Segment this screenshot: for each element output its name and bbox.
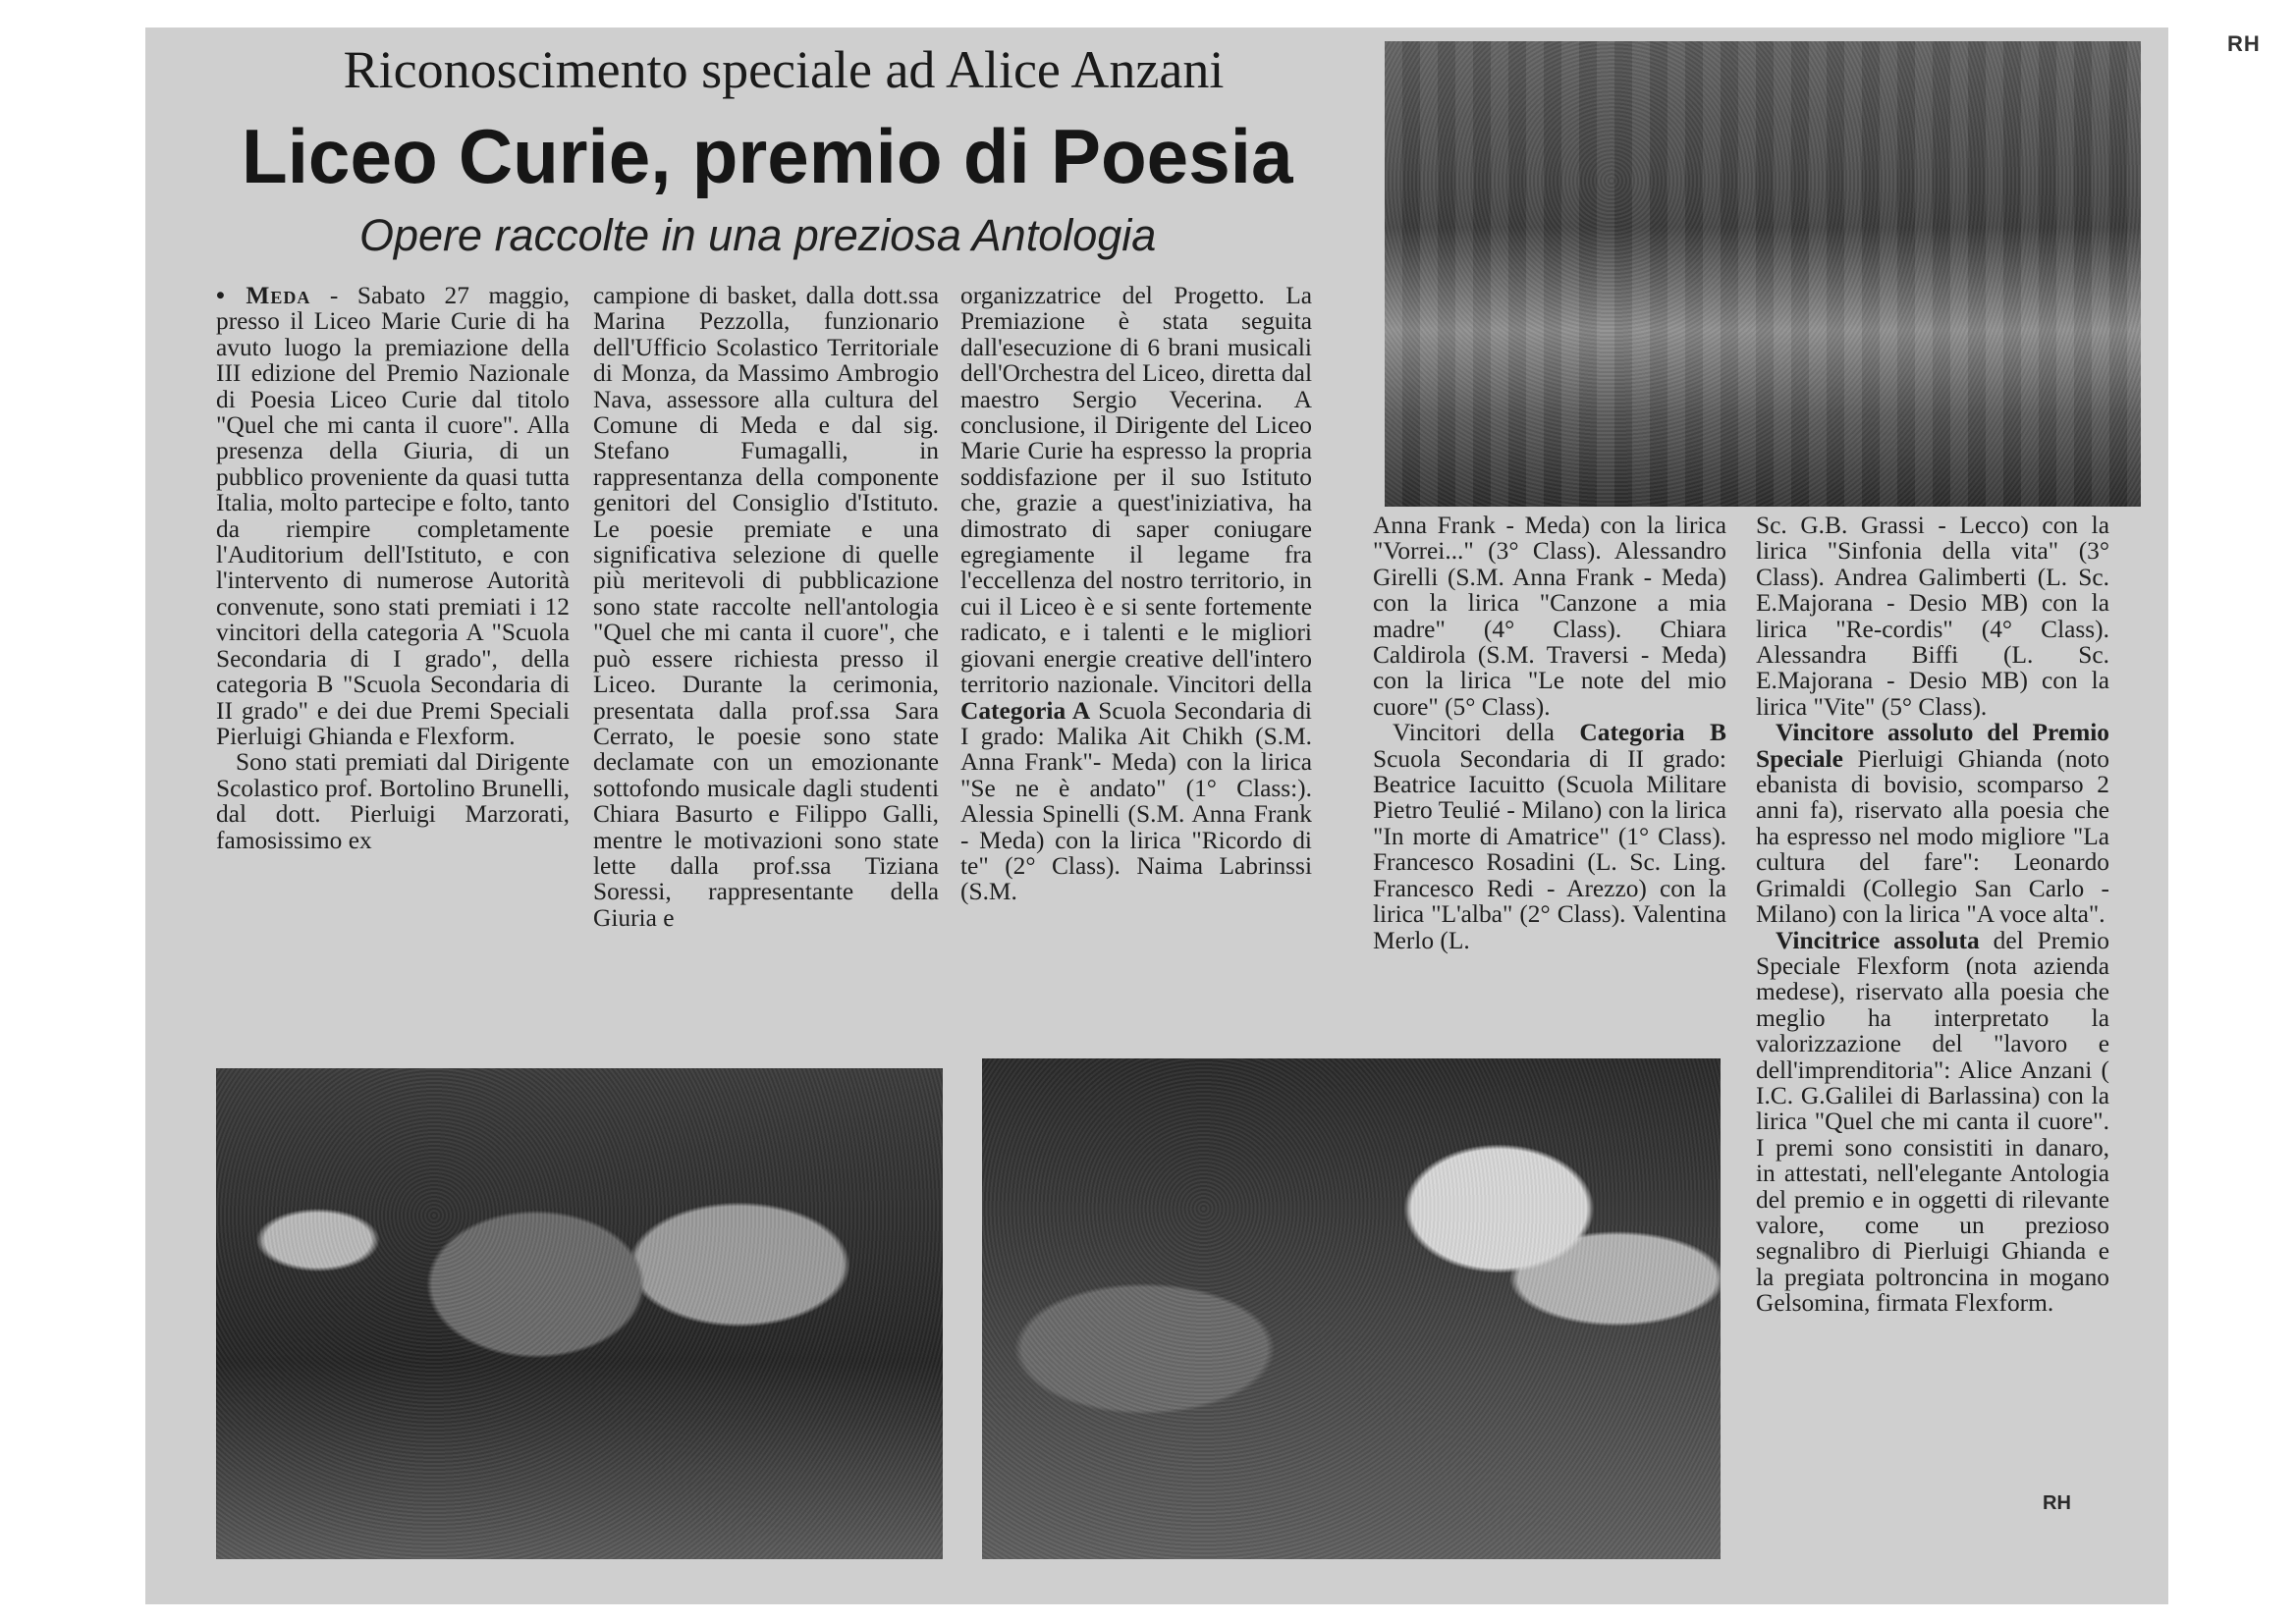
- ceremony-photo-right: [982, 1058, 1721, 1559]
- footer-tag: RH: [2043, 1492, 2071, 1514]
- special-prize-label: Vincitore assoluto del Premio Speciale: [1756, 719, 2109, 773]
- article-column-3: [960, 283, 1312, 1078]
- absolute-winner-label: Vincitrice assoluta: [1776, 926, 1980, 954]
- dateline: • Meda: [216, 282, 311, 309]
- column-1-paragraph-2: Sono stati premiati dal Dirigente Scolastico prof. Bortolino Brunelli, dal dott. Pierluigi Marzorati, famosissimo ex: [216, 748, 570, 854]
- article-column-2: [593, 283, 939, 1078]
- article-column-1: [216, 283, 570, 1078]
- column-3-paragraph: organizzatrice del Progetto. La Premiazione è stata seguita dall'esecuzione di 6 brani musicali dell'Orchestra del Liceo, diretta dal maestro Sergio Vecerina. A conclusione, il Dirigente del Liceo Marie Curie ha espresso la propria soddisfazione per il suo Istituto che, grazie a quest'iniziativa, ha dimostrato di saper coniugare egregiamente il legame fra l'eccellenza del nostro territorio, in cui il Liceo è e si sente fortemente radicato, e i talenti e le migliori giovani energie creative dell'intero territorio nazionale. Vincitori della Categoria A Scuola Secondaria di I grado: Malika Ait Chikh (S.M. Anna Frank"- Meda) con la lirica "Se ne è andato" (1° Class:). Alessia Spinelli (S.M. Anna Frank - Meda) con la lirica "Ricordo di te" (2° Class). Naima Labrinssi (S.M.: [960, 282, 1312, 906]
- column-5-paragraph-3: Vincitrice assoluta del Premio Speciale Flexform (nota azienda medese), riservato alla poesia che meglio ha interpretato la valorizzazione del "lavoro e dell'imprenditoria": Alice Anzani ( I.C. G.Galilei di Barlassina) con la lirica "Quel che mi canta il cuore". I premi sono consistiti in danaro, in attestati, nell'elegante Antologia del premio e in oggetti di rilevante valore, come un prezioso segnalibro di Pierluigi Ghianda e la pregiata poltroncina in mogano Gelsomina, firmata Flexform.: [1756, 926, 2109, 1318]
- column-5-paragraph-2: Vincitore assoluto del Premio Speciale Pierluigi Ghianda (noto ebanista di bovisio, scomparso 2 anni fa), riservato alla poesia che ha espresso nel modo migliore "La cultura del fare": Leonardo Grimaldi (Collegio San Carlo - Milano) con la lirica "A voce alta".: [1756, 719, 2109, 929]
- category-a-label: Categoria A: [960, 696, 1091, 725]
- column-4-paragraph-1: Anna Frank - Meda) con la lirica "Vorrei..." (3° Class). Alessandro Girelli (S.M. Anna Frank - Meda) con la lirica "Canzone a mia madre" (4° Class). Chiara Caldirola (S.M. Traversi - Meda) con la lirica "Le note del mio cuore" (5° Class).: [1373, 512, 1726, 721]
- column-2-paragraph: campione di basket, dalla dott.ssa Marina Pezzolla, funzionario dell'Ufficio Scolastico Territoriale di Monza, da Massimo Ambrogio Nava, assessore alla cultura del Comune di Meda e dal sig. Stefano Fumagalli, in rappresentanza della componente genitori del Consiglio d'Istituto. Le poesie premiate e una significativa selezione di quelle più meritevoli di pubblicazione sono state raccolte nell'antologia "Quel che mi canta il cuore", che può essere richiesta presso il Liceo. Durante la cerimonia, presentata dalla prof.ssa Sara Cerrato, le poesie sono state declamate con un emozionante sottofondo musicale dagli studenti Chiara Basurto e Filippo Galli, mentre le motivazioni sono state lette dalla prof.ssa Tiziana Soressi, rappresentante della Giuria e: [593, 282, 939, 932]
- corner-tag: RH: [2227, 31, 2261, 56]
- column-1-paragraph-1: • Meda - Sabato 27 maggio, presso il Liceo Marie Curie di ha avuto luogo la premiazione della III edizione del Premio Nazionale di Poesia Liceo Curie dal titolo "Quel che mi canta il cuore". Alla presenza della Giuria, di un pubblico proveniente da quasi tutta Italia, molto partecipe e folto, tanto da riempire completamente l'Auditorium dell'Istituto, e con l'intervento di numerose Autorità convenute, sono stati premiati i 12 vincitori della categoria A "Scuola Secondaria di I grado", della categoria B "Scuola Secondaria di II grado" e dei due Premi Speciali Pierluigi Ghianda e Flexform.: [216, 282, 570, 750]
- newspaper-clipping: [145, 27, 2261, 1604]
- article-headline: Liceo Curie, premio di Poesia: [242, 113, 1293, 199]
- column-5-paragraph-1: Sc. G.B. Grassi - Lecco) con la lirica "Sinfonia della vita" (3° Class). Andrea Galimberti (L. Sc. E.Majorana - Desio MB) con la lirica "Re-cordis" (4° Class). Alessandra Biffi (L. Sc. E.Majorana - Desio MB) con la lirica "Vite" (5° Class).: [1756, 512, 2109, 721]
- article-kicker: Riconoscimento speciale ad Alice Anzani: [343, 40, 1225, 99]
- article-subtitle: Opere raccolte in una preziosa Antologia: [359, 210, 1157, 260]
- ceremony-photo-left: [216, 1068, 943, 1559]
- category-b-label: Categoria B: [1579, 719, 1726, 747]
- article-column-4: [1373, 513, 1726, 1078]
- orchestra-photo: [1385, 41, 2141, 507]
- column-4-paragraph-2: Vincitori della Categoria B Scuola Secondaria di II grado: Beatrice Iacuitto (Scuola Militare Pietro Teulié - Milano) con la lirica "In morte di Amatrice" (1° Class). Francesco Rosadini (L. Sc. Ling. Francesco Redi - Arezzo) con la lirica "L'alba" (2° Class). Valentina Merlo (L.: [1373, 719, 1726, 954]
- article-column-5: [1756, 513, 2109, 1494]
